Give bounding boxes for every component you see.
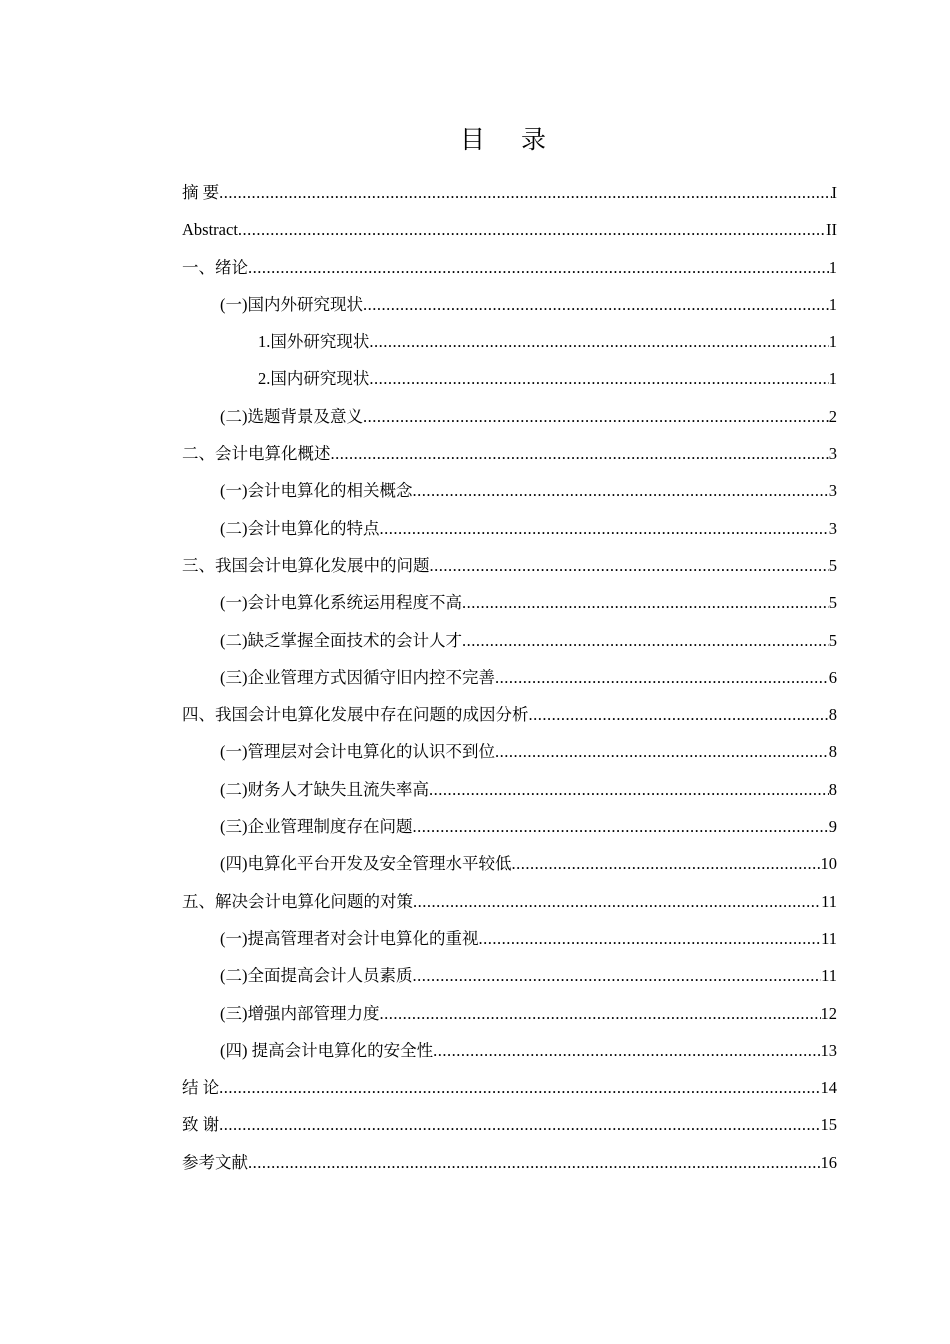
toc-page-number: 16 <box>820 1152 837 1172</box>
dot-leader <box>462 622 829 659</box>
toc-entry-title: (四) 提高会计电算化的安全性 <box>220 1040 434 1060</box>
toc-entry[interactable] <box>182 845 837 882</box>
dot-leader <box>413 957 822 994</box>
toc-page-number: 11 <box>821 966 837 986</box>
toc-entry-title: 2.国内研究现状 <box>258 369 370 389</box>
toc-page-number: 1 <box>828 294 837 314</box>
toc-entry[interactable] <box>182 920 837 957</box>
toc-entry-title: 结 论 <box>182 1078 220 1098</box>
dot-leader <box>248 249 829 286</box>
toc-entry[interactable] <box>182 286 837 323</box>
toc-entry[interactable] <box>182 883 837 920</box>
toc-entry-title: 1.国外研究现状 <box>258 332 370 352</box>
toc-entry-title: 致 谢 <box>182 1115 220 1135</box>
toc-entry-title: (二)缺乏掌握全面技术的会计人才 <box>220 630 462 650</box>
toc-entry-title: (一)管理层对会计电算化的认识不到位 <box>220 742 495 762</box>
toc-entry[interactable] <box>182 547 837 584</box>
dot-leader <box>462 584 829 621</box>
toc-entry-title: (三)增强内部管理力度 <box>220 1003 380 1023</box>
toc-entry-title: 摘 要 <box>182 183 220 202</box>
toc-entry[interactable] <box>182 659 837 696</box>
toc-entry[interactable] <box>182 1032 837 1069</box>
toc-entry-title: (三)企业管理方式因循守旧内控不完善 <box>220 667 495 687</box>
toc-entry[interactable] <box>182 360 837 397</box>
toc-entry[interactable] <box>182 435 837 472</box>
toc-page-number: 8 <box>828 779 837 799</box>
toc-entry[interactable] <box>182 249 837 286</box>
toc-page-number: 9 <box>828 817 837 837</box>
toc-entry-title: 二、会计电算化概述 <box>182 444 331 464</box>
toc-list <box>182 174 837 1181</box>
toc-entry-title: 参考文献 <box>182 1152 248 1172</box>
dot-leader <box>512 845 821 882</box>
toc-entry[interactable] <box>182 1069 837 1106</box>
toc-page-number: 11 <box>821 928 837 948</box>
toc-entry[interactable] <box>182 323 837 360</box>
dot-leader <box>413 808 829 845</box>
toc-entry[interactable] <box>182 733 837 770</box>
toc-page-number: 8 <box>828 742 837 762</box>
toc-page-number: 14 <box>820 1078 837 1098</box>
toc-entry-title: 五、解决会计电算化问题的对策 <box>182 891 413 911</box>
dot-leader <box>413 883 821 920</box>
toc-entry-title: (二)财务人才缺失且流失率高 <box>220 779 429 799</box>
toc-page-number: 5 <box>828 630 837 650</box>
dot-leader <box>495 659 829 696</box>
dot-leader <box>479 920 822 957</box>
toc-page-number: 12 <box>820 1003 837 1023</box>
dot-leader <box>380 995 821 1032</box>
toc-page-number: 1 <box>828 257 837 277</box>
toc-entry[interactable] <box>182 622 837 659</box>
toc-page-number: 10 <box>820 854 837 874</box>
toc-page-number: 3 <box>828 518 837 538</box>
toc-page-number: 11 <box>821 891 837 911</box>
toc-entry[interactable] <box>182 995 837 1032</box>
dot-leader <box>219 1069 820 1106</box>
dot-leader <box>363 398 829 435</box>
dot-leader <box>219 1106 820 1143</box>
toc-page-number: 8 <box>828 705 837 725</box>
toc-entry[interactable] <box>182 1106 837 1143</box>
toc-page-number: 1 <box>828 332 837 352</box>
toc-entry-title: 一、绪论 <box>182 257 248 277</box>
toc-entry[interactable] <box>182 957 837 994</box>
dot-leader <box>248 1144 821 1181</box>
page-title: 目 录 <box>460 125 560 154</box>
toc-entry-title: (三)企业管理制度存在问题 <box>220 817 413 837</box>
toc-entry[interactable] <box>182 1144 837 1181</box>
dot-leader <box>430 547 829 584</box>
dot-leader <box>369 323 828 360</box>
toc-page-number: 3 <box>828 444 837 464</box>
toc-entry-title: (二)会计电算化的特点 <box>220 518 380 538</box>
toc-page-number: 2 <box>828 406 837 426</box>
toc-entry[interactable] <box>182 584 837 621</box>
toc-entry[interactable] <box>182 398 837 435</box>
dot-leader <box>363 286 829 323</box>
toc-entry-title: (二)全面提高会计人员素质 <box>220 966 413 986</box>
toc-page-number: 13 <box>820 1040 837 1060</box>
toc-entry[interactable] <box>182 771 837 808</box>
toc-entry-title: Abstract <box>182 220 238 240</box>
toc-entry[interactable] <box>182 808 837 845</box>
toc-page-number: 15 <box>820 1115 837 1135</box>
dot-leader <box>429 771 829 808</box>
toc-page-number: I <box>831 183 837 202</box>
dot-leader <box>238 211 826 248</box>
toc-entry-title: (一)提高管理者对会计电算化的重视 <box>220 928 479 948</box>
toc-entry[interactable] <box>182 510 837 547</box>
toc-page-number: 5 <box>828 593 837 613</box>
dot-leader <box>219 174 831 211</box>
dot-leader <box>413 472 829 509</box>
dot-leader <box>331 435 829 472</box>
dot-leader <box>433 1032 820 1069</box>
toc-entry-title: (一)会计电算化系统运用程度不高 <box>220 593 462 613</box>
toc-entry-title: (一)国内外研究现状 <box>220 294 363 314</box>
toc-page-number: II <box>826 220 837 240</box>
toc-entry[interactable] <box>182 211 837 248</box>
toc-entry[interactable] <box>182 472 837 509</box>
dot-leader <box>529 696 829 733</box>
toc-entry-title: 四、我国会计电算化发展中存在问题的成因分析 <box>182 705 529 725</box>
dot-leader <box>380 510 829 547</box>
toc-entry-title: (四)电算化平台开发及安全管理水平较低 <box>220 854 512 874</box>
dot-leader <box>495 733 829 770</box>
toc-entry-title: (一)会计电算化的相关概念 <box>220 481 413 501</box>
toc-page-number: 6 <box>828 667 837 687</box>
dot-leader <box>369 360 828 397</box>
toc-page-number: 3 <box>828 481 837 501</box>
toc-entry-title: 三、我国会计电算化发展中的问题 <box>182 555 430 575</box>
toc-page-number: 5 <box>828 555 837 575</box>
toc-entry-title: (二)选题背景及意义 <box>220 406 363 426</box>
toc-entry[interactable] <box>182 696 837 733</box>
toc-page-number: 1 <box>828 369 837 389</box>
toc-entry[interactable] <box>182 174 837 211</box>
